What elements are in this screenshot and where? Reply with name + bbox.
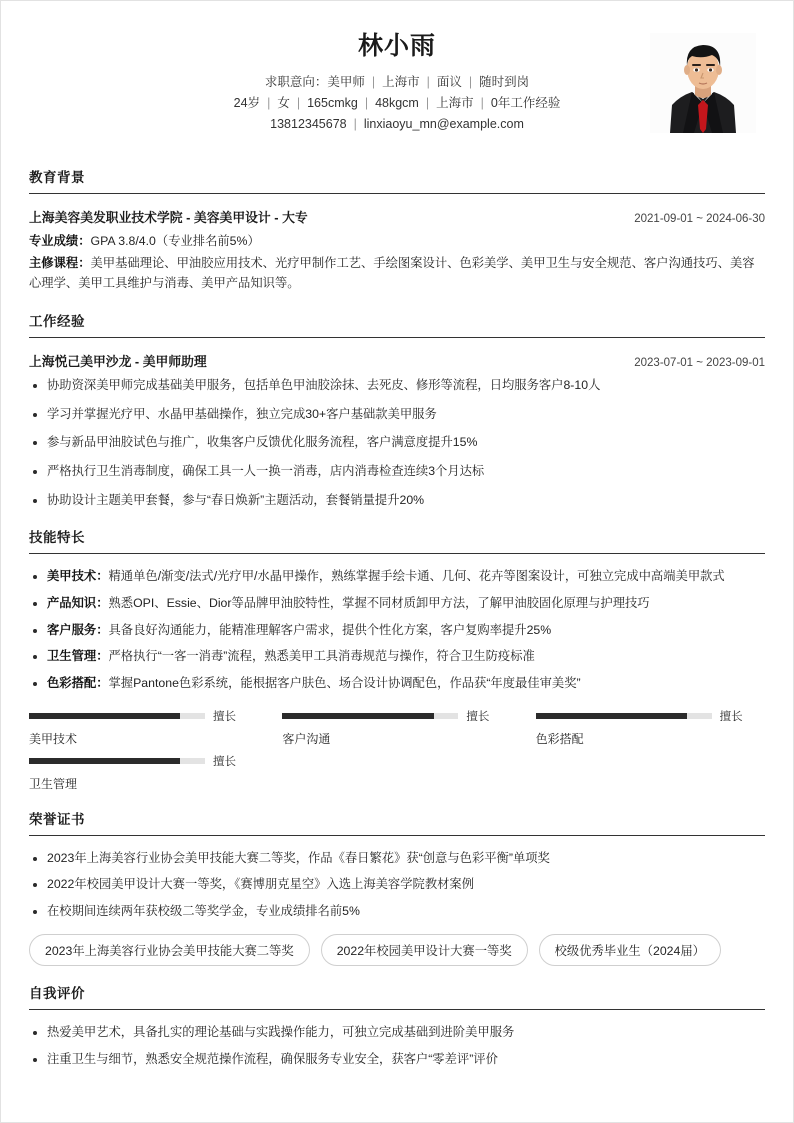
- status-badge[interactable]: 2022年校园美甲设计大赛一等奖: [321, 934, 528, 966]
- portrait-photo-icon: [650, 33, 756, 133]
- meta-separator: |: [426, 75, 430, 89]
- section-divider: [29, 835, 765, 836]
- meta-item: 48kgcm: [375, 96, 419, 111]
- skill-bar-cell: [29, 708, 258, 747]
- meta-item: 0年工作经验: [490, 96, 561, 111]
- skill-bar-cell: [536, 708, 765, 747]
- meta-separator: |: [425, 96, 430, 111]
- resume-header: [29, 31, 765, 150]
- meta-item: 面议: [436, 75, 462, 89]
- entry-header: [29, 207, 765, 226]
- meta-item: 24岁: [233, 96, 261, 111]
- section-title-education: 教育背景: [29, 170, 85, 186]
- skill-bar-fill: [29, 713, 180, 719]
- skill-bar-row: [536, 708, 761, 724]
- skill-label: 色彩搭配：: [47, 676, 109, 691]
- list-item: 严格执行卫生消毒制度，确保工具一人一换一消毒，店内消毒检查连续3个月达标: [29, 462, 765, 482]
- list-item: 2023年上海美容行业协会美甲技能大赛二等奖，作品《春日繁花》获“创意与色彩平衡”单项奖: [29, 849, 765, 869]
- skill-bar-row: [282, 708, 507, 724]
- section-skills: [29, 526, 765, 791]
- skill-label: 客户服务：: [47, 622, 109, 637]
- skill-bar-track: [29, 758, 205, 764]
- education-courses-value: 美甲基础理论、甲油胶应用技术、光疗甲制作工艺、手绘图案设计、色彩美学、美甲卫生与安全规范、客户沟通技巧、美容心理学、美甲工具维护与消毒、美甲产品知识等。: [29, 256, 755, 291]
- skill-bar-track: [536, 713, 712, 719]
- skill-label: 产品知识：: [47, 596, 109, 611]
- honors-bullet-list: [29, 849, 765, 922]
- list-item: 学习并掌握光疗甲、水晶甲基础操作，独立完成30+客户基础款美甲服务: [29, 405, 765, 425]
- list-item: [29, 647, 765, 667]
- meta-item: 随时到岗: [479, 75, 530, 89]
- section-divider: [29, 553, 765, 554]
- section-work-experience: [29, 310, 765, 510]
- summary-bullet-list: [29, 1023, 765, 1069]
- skill-text: 熟悉OPI、Essie、Dior等品牌甲油胶特性，掌握不同材质卸甲方法，了解甲油胶固化原理与护理技巧: [108, 596, 650, 611]
- meta-separator: |: [480, 96, 484, 111]
- list-item: 在校期间连续两年获校级二等奖学金，专业成绩排名前5%: [29, 902, 765, 922]
- list-item: 注重卫生与细节，熟悉安全规范操作流程，确保服务专业安全，获客户“零差评”评价: [29, 1050, 765, 1070]
- meta-row-contact: [149, 115, 645, 133]
- meta-item: 女: [277, 96, 290, 111]
- email-address[interactable]: linxiaoyu_mn@example.com: [363, 117, 524, 132]
- section-title-work: 工作经验: [29, 314, 85, 330]
- list-item: 热爱美甲艺术，具备扎实的理论基础与实践操作能力，可独立完成基础到进阶美甲服务: [29, 1023, 765, 1043]
- meta-separator: |: [371, 75, 376, 89]
- status-badge[interactable]: 校级优秀毕业生（2024届）: [539, 934, 721, 966]
- education-gpa-value: GPA 3.8/4.0（专业排名前5%）: [90, 234, 260, 249]
- meta-item: 165cmkg: [307, 96, 358, 111]
- skill-bar-track: [282, 713, 458, 719]
- honors-tag-list: [29, 934, 765, 966]
- phone-number[interactable]: 13812345678: [270, 117, 347, 132]
- entry-header: [29, 351, 765, 370]
- skill-bar-cell: [282, 708, 511, 747]
- work-bullet-list: [29, 376, 765, 510]
- meta-item: 上海市: [436, 96, 474, 111]
- skill-text: 具备良好沟通能力，能精准理解客户需求，提供个性化方案，客户复购率提升25%: [108, 622, 552, 637]
- meta-separator: |: [353, 117, 357, 132]
- skill-bar-fill: [282, 713, 433, 719]
- list-item: [29, 674, 765, 694]
- section-education: [29, 166, 765, 294]
- education-courses-line: [29, 254, 765, 294]
- meta-row-personal: [149, 94, 645, 112]
- education-gpa-label: 专业成绩：: [29, 234, 91, 249]
- section-divider: [29, 193, 765, 194]
- skill-text: 严格执行“一客一消毒”流程，熟悉美甲工具消毒规范与操作，符合卫生防疫标准: [108, 649, 535, 664]
- skill-bar-name: 色彩搭配: [535, 731, 584, 746]
- section-self-evaluation: [29, 982, 765, 1069]
- meta-separator: |: [296, 96, 301, 111]
- education-entry: [29, 207, 765, 294]
- skill-bar-level: 擅长: [213, 755, 236, 768]
- education-gpa-line: [29, 232, 765, 252]
- section-divider: [29, 1009, 765, 1010]
- list-item: 参与新品甲油胶试色与推广，收集客户反馈优化服务流程，客户满意度提升15%: [29, 433, 765, 453]
- meta-separator: |: [468, 75, 473, 89]
- education-school: 上海美容美发职业技术学院 - 美容美甲设计 - 大专: [29, 210, 308, 226]
- list-item: 协助设计主题美甲套餐，参与“春日焕新”主题活动，套餐销量提升20%: [29, 491, 765, 511]
- skill-bar-row: [29, 753, 254, 769]
- page-title: 林小雨: [357, 32, 436, 60]
- list-item: [29, 567, 765, 587]
- work-entry: [29, 351, 765, 510]
- skill-bar-level: 擅长: [466, 710, 490, 723]
- skill-bar-fill: [536, 713, 687, 719]
- section-honors: [29, 808, 765, 966]
- meta-separator: |: [267, 96, 271, 111]
- skill-label: 卫生管理：: [47, 649, 109, 664]
- skill-bar-cell: [29, 753, 258, 792]
- skill-bar-name: 美甲技术: [29, 731, 78, 746]
- status-badge[interactable]: 2023年上海美容行业协会美甲技能大赛二等奖: [29, 934, 310, 966]
- skills-bullet-list: [29, 567, 765, 693]
- work-date: 2023-07-01 ~ 2023-09-01: [634, 357, 765, 370]
- list-item: [29, 621, 765, 641]
- skill-bar-name: 客户沟通: [282, 731, 331, 746]
- section-divider: [29, 337, 765, 338]
- avatar: [650, 33, 756, 133]
- skill-bar-track: [29, 713, 205, 719]
- meta-item: 求职意向：美甲师: [264, 75, 365, 89]
- education-courses-label: 主修课程：: [29, 256, 91, 271]
- skill-bar-row: [29, 708, 254, 724]
- skill-bar-fill: [29, 758, 180, 764]
- skill-label: 美甲技术：: [47, 569, 109, 584]
- list-item: [29, 594, 765, 614]
- skill-bar-name: 卫生管理: [29, 776, 78, 791]
- skill-bar-grid: [29, 708, 765, 792]
- work-company-role: 上海悦己美甲沙龙 - 美甲师助理: [29, 354, 207, 370]
- section-title-skills: 技能特长: [29, 530, 85, 546]
- skill-bar-level: 擅长: [213, 710, 236, 723]
- section-title-summary: 自我评价: [29, 985, 85, 1001]
- list-item: 2022年校园美甲设计大赛一等奖，《赛博朋克星空》入选上海美容学院教材案例: [29, 875, 765, 895]
- meta-row-objective: [149, 73, 645, 91]
- list-item: 协助资深美甲师完成基础美甲服务，包括单色甲油胶涂抹、去死皮、修形等流程，日均服务客户8-10人: [29, 376, 765, 396]
- skill-text: 掌握Pantone色彩系统，能根据客户肤色、场合设计协调配色，作品获“年度最佳审美奖”: [108, 676, 581, 691]
- skill-bar-level: 擅长: [719, 710, 743, 723]
- meta-separator: |: [364, 96, 369, 111]
- meta-item: 上海市: [382, 75, 420, 89]
- section-title-honors: 荣誉证书: [29, 811, 85, 827]
- skill-text: 精通单色/渐变/法式/光疗甲/水晶甲操作，熟练掌握手绘卡通、几何、花卉等图案设计，可独立完成中高端美甲款式: [108, 569, 725, 584]
- education-date: 2021-09-01 ~ 2024-06-30: [634, 213, 765, 226]
